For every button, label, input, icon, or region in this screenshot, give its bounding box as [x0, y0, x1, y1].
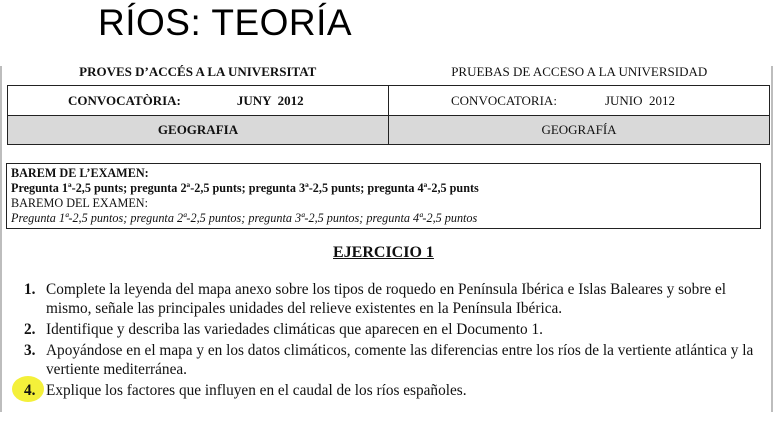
- barem-line-es: Pregunta 1ª-2,5 puntos; pregunta 2ª-2,5 puntos; pregunta 3ª-2,5 puntos; pregunta 4ª-2,5 puntos: [11, 211, 478, 225]
- barem-line-ca: Pregunta 1ª-2,5 punts; pregunta 2ª-2,5 punts; pregunta 3ª-2,5 punts; pregunta 4ª-2,5 punts: [11, 181, 479, 195]
- institution-es: PRUEBAS DE ACCESO A LA UNIVERSIDAD: [451, 64, 708, 79]
- question-item: [24, 320, 760, 339]
- question-item: [24, 280, 760, 318]
- question-number: [24, 381, 46, 400]
- question-list: [24, 280, 760, 402]
- exercise-title: EJERCICIO 1: [333, 244, 434, 261]
- barem-title-ca: BAREM DE L’EXAMEN:: [11, 166, 149, 180]
- institution-ca: PROVES D’ACCÉS A LA UNIVERSITAT: [79, 64, 317, 79]
- convocatoria-ca-label: CONVOCATÒRIA:: [68, 92, 181, 108]
- question-number: 2.: [24, 321, 36, 338]
- convocatoria-es-label: CONVOCATORIA:: [451, 92, 557, 108]
- question-item: [24, 341, 760, 379]
- convocatoria-ca-value: JUNY 2012: [236, 92, 304, 108]
- question-number: 3.: [24, 342, 36, 359]
- question-text: Complete la leyenda del mapa anexo sobre los tipos de roquedo en Península Ibérica e Islas Baleares y sobre el mismo, señale las principales unidades del relieve existentes en la Península Ibérica.: [46, 281, 727, 317]
- header-row-convocatoria: [7, 85, 770, 116]
- convocatoria-ca: [8, 86, 388, 115]
- question-text: Apoyándose en el mapa y en los datos climáticos, comente las diferencias entre los ríos de la vertiente atlántica y la vertiente mediterránea.: [46, 342, 754, 378]
- right-page-edge: [771, 66, 773, 412]
- left-page-edge: [0, 66, 2, 412]
- question-text: Identifique y describa las variedades climáticas que aparecen en el Documento 1.: [46, 321, 543, 338]
- header-row-subject: [7, 115, 770, 145]
- barem-title-es: BAREMO DEL EXAMEN:: [11, 196, 148, 210]
- convocatoria-es-value: JUNIO 2012: [604, 92, 675, 108]
- subject-es: GEOGRAFÍA: [388, 116, 769, 144]
- question-number: 1.: [24, 281, 36, 298]
- subject-ca: GEOGRAFIA: [157, 122, 239, 137]
- question-number-text: 4.: [24, 382, 36, 399]
- header-row-institution: [7, 60, 770, 84]
- exam-scoring-box: [6, 163, 761, 229]
- slide-title: RÍOS: TEORÍA: [98, 2, 353, 43]
- question-text: Explique los factores que influyen en el caudal de los ríos españoles.: [46, 382, 467, 399]
- question-item-highlighted: [24, 381, 760, 400]
- convocatoria-es: [388, 86, 769, 115]
